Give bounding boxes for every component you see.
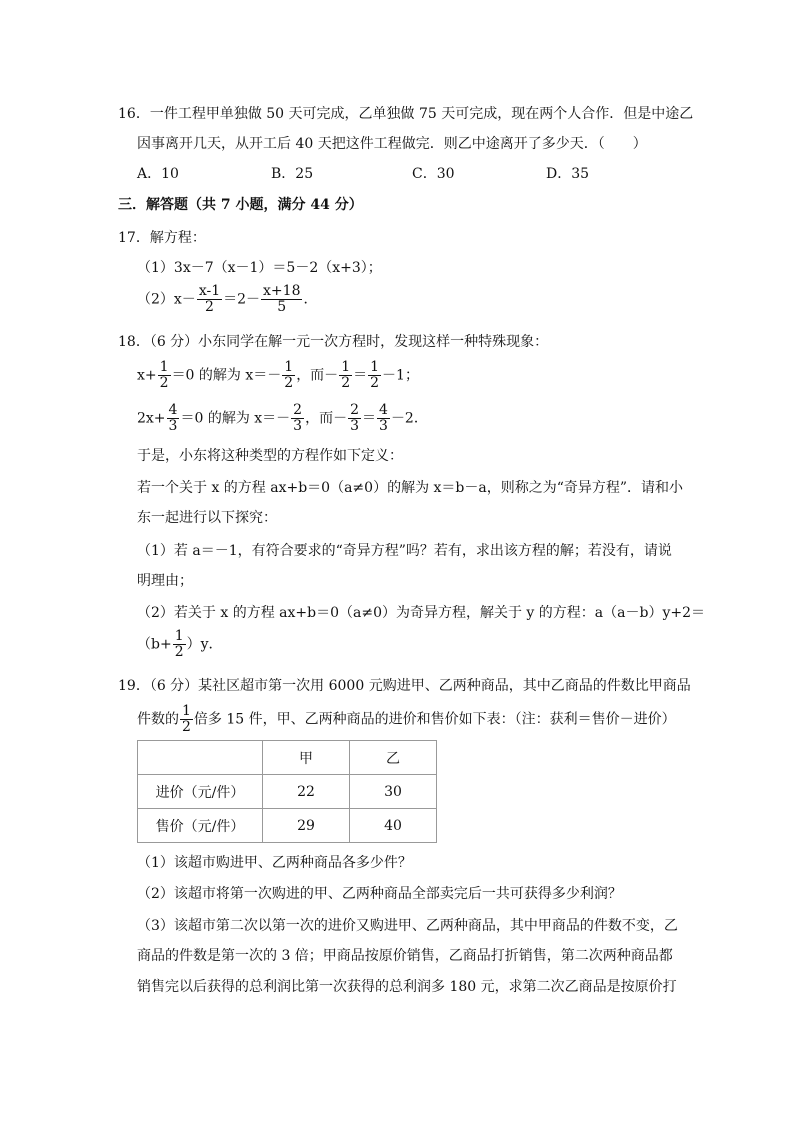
equation-text: －1； (382, 367, 419, 384)
table-row (138, 809, 437, 843)
fraction-numerator: 1 (159, 359, 169, 375)
q18-part1-line1: （1）若 a＝－1，有符合要求的“奇异方程”吗？若有，求出该方程的解；若没有，请说 (137, 543, 672, 559)
table-header-row (138, 741, 437, 775)
q16-option-d: D．35 (546, 166, 590, 182)
q16-option-a: A．10 (137, 166, 179, 182)
fraction-denominator: 2 (182, 719, 191, 735)
fraction-numerator: 4 (168, 402, 178, 418)
equation-text: ＝ (362, 410, 377, 427)
q19-part3-line2: 商品的件数是第一次的 3 倍；甲商品按原价销售，乙商品打折销售，第二次两种商品都 (137, 948, 673, 964)
table-cell: 30 (350, 775, 437, 809)
q16-line2: 因事离开几天，从开工后 40 天把这件工程做完．则乙中途离开了多少天．（ ） (137, 136, 647, 152)
fraction-denominator: 3 (350, 418, 360, 434)
q17-part2-text: ＝2－ (223, 291, 261, 308)
q18-example2 (137, 403, 428, 434)
q18-part1-line2: 明理由； (137, 573, 193, 589)
q19-part2: （2）该超市将第一次购进的甲、乙两种商品全部卖完后一共可获得多少利润？ (137, 886, 622, 902)
fraction (167, 403, 180, 434)
q19-part3-line3: 销售完以后获得的总利润比第一次获得的总利润多 180 元，求第二次乙商品是按原价打 (137, 979, 677, 995)
q19-stem-line2 (137, 704, 676, 735)
fraction (173, 629, 186, 660)
fraction (261, 284, 302, 315)
fraction-denominator: 2 (341, 375, 351, 391)
q18-example1 (137, 360, 419, 391)
table-header-cell: 甲 (263, 741, 350, 775)
table-header-cell: 乙 (350, 741, 437, 775)
fraction-numerator: 1 (341, 359, 351, 375)
table-cell: 进价（元/件） (138, 775, 263, 809)
equation-text: ，而－ (305, 410, 348, 427)
q18-definition-line1: 若一个关于 x 的方程 ax+b＝0（a≠0）的解为 x＝b－a，则称之为“奇异方程”．请和小 (137, 480, 684, 496)
equation-text: ）y． (186, 636, 223, 653)
q16-line1: 16．一件工程甲单独做 50 天可完成，乙单独做 75 天可完成，现在两个人合作．但是中途乙 (118, 106, 694, 122)
fraction (339, 360, 352, 391)
fraction (282, 360, 295, 391)
fraction-denominator: 2 (370, 375, 380, 391)
equation-text: ＝ (353, 367, 368, 384)
equation-text: ＝0 的解为 x＝－ (180, 410, 291, 427)
equation-text: －2． (390, 410, 428, 427)
fraction-numerator: 2 (350, 402, 360, 418)
table-cell: 22 (263, 775, 350, 809)
fraction-numerator: 1 (370, 359, 380, 375)
fraction-denominator: 2 (174, 644, 184, 660)
fraction-numerator: 1 (284, 359, 294, 375)
q16-option-c: C．30 (412, 166, 455, 182)
fraction-numerator: 2 (293, 402, 303, 418)
q18-therefore: 于是，小东将这种类型的方程作如下定义： (137, 448, 403, 464)
stem-text: 倍多 15 件，甲、乙两种商品的进价和售价如下表：（注：获利＝售价－进价） (193, 711, 676, 728)
q17-stem: 17．解方程： (118, 230, 206, 246)
fraction-numerator: 4 (379, 402, 388, 418)
q17-part2 (137, 284, 317, 315)
fraction-denominator: 3 (168, 418, 178, 434)
q16-option-b: B．25 (271, 166, 314, 182)
q19-part1: （1）该超市购进甲、乙两种商品各多少件？ (137, 855, 412, 871)
q17-part2-text: （2）x－ (137, 291, 196, 308)
fraction-numerator: x-1 (198, 283, 221, 299)
equation-text: x+ (137, 367, 157, 384)
fraction-numerator: 1 (182, 703, 191, 719)
fraction-denominator: 2 (159, 375, 169, 391)
table-row (138, 775, 437, 809)
equation-text: ，而－ (296, 367, 339, 384)
table-header-cell (138, 741, 263, 775)
q19-part3-line1: （3）该超市第二次以第一次的进价又购进甲、乙两种商品，其中甲商品的件数不变，乙 (137, 918, 678, 934)
equation-text: 2x+ (137, 410, 166, 427)
table-cell: 售价（元/件） (138, 809, 263, 843)
section3-title: 三．解答题（共 7 小题，满分 44 分） (118, 197, 363, 213)
fraction (158, 360, 171, 391)
fraction (180, 704, 193, 735)
fraction-denominator: 2 (284, 375, 294, 391)
q17-part1: （1）3x－7（x－1）＝5－2（x+3）； (137, 260, 382, 276)
q18-stem: 18．（6 分）小东同学在解一元一次方程时，发现这样一种特殊现象： (118, 334, 549, 350)
price-table (137, 740, 437, 843)
q18-part2-line2 (137, 629, 223, 660)
fraction (197, 284, 222, 315)
stem-text: 件数的 (137, 711, 179, 728)
fraction-denominator: 3 (293, 418, 303, 434)
fraction (368, 360, 381, 391)
fraction (377, 403, 390, 434)
q17-part2-text: ． (303, 291, 318, 308)
table-cell: 40 (350, 809, 437, 843)
q19-stem-line1: 19．（6 分）某社区超市第一次用 6000 元购进甲、乙两种商品，其中乙商品的件数比甲商品 (118, 678, 691, 694)
fraction-denominator: 5 (277, 299, 287, 315)
q18-definition-line2: 东一起进行以下探究： (137, 510, 277, 526)
fraction (348, 403, 361, 434)
q18-part2-line1: （2）若关于 x 的方程 ax+b＝0（a≠0）为奇异方程，解关于 y 的方程：a（a－b）y+2＝ (137, 605, 705, 621)
table-cell: 29 (263, 809, 350, 843)
fraction-numerator: x+18 (263, 283, 301, 299)
fraction-denominator: 2 (205, 299, 214, 315)
fraction-numerator: 1 (174, 628, 184, 644)
equation-text: ＝0 的解为 x＝－ (171, 367, 282, 384)
equation-text: （b+ (137, 636, 172, 653)
fraction (291, 403, 304, 434)
fraction-denominator: 3 (379, 418, 388, 434)
